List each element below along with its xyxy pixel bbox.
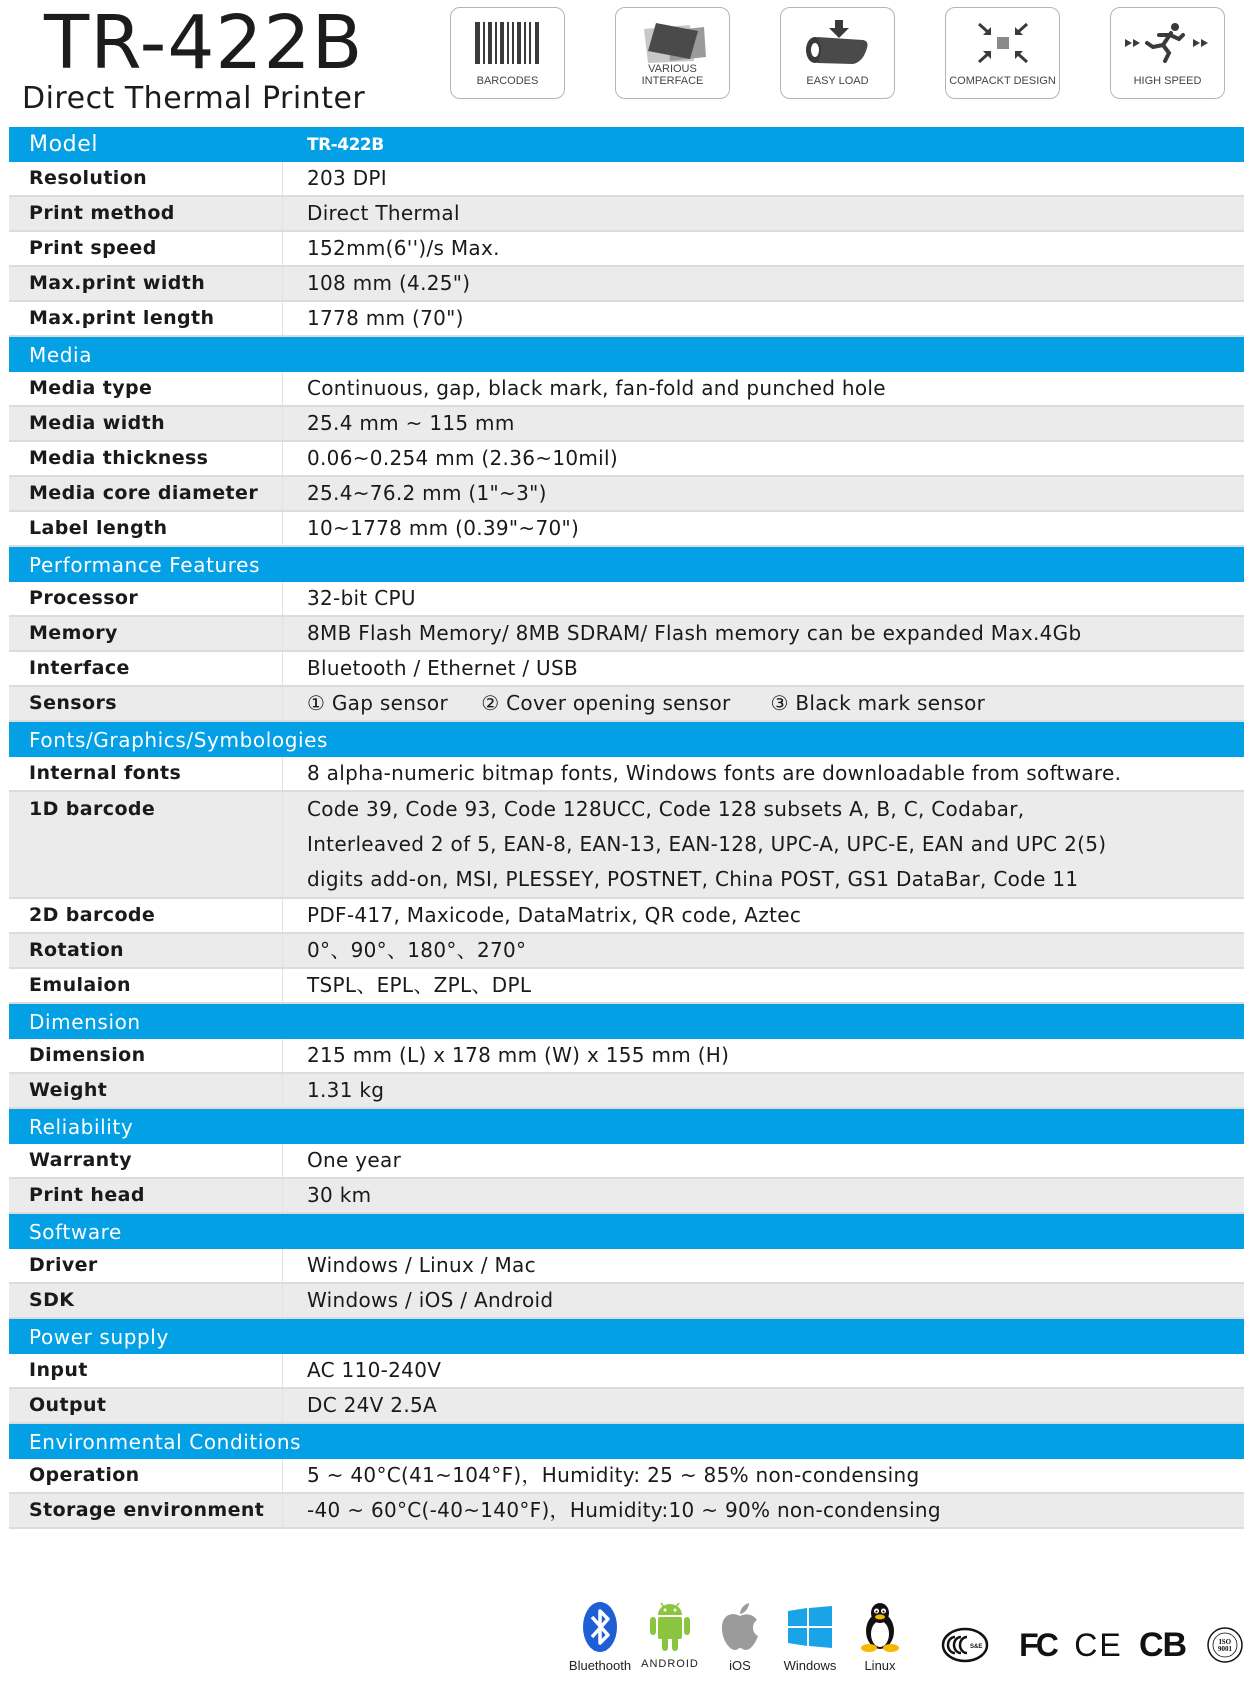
spec-key: Emulaion	[9, 969, 283, 1002]
section-header: Environmental Conditions	[9, 1424, 1244, 1459]
spec-key: Media core diameter	[9, 477, 283, 510]
spec-row	[9, 1389, 1244, 1424]
spec-row	[9, 477, 1244, 512]
apple-icon	[705, 1598, 775, 1656]
svg-text:ISO: ISO	[1218, 1638, 1232, 1646]
spec-key: SDK	[9, 1284, 283, 1317]
section-header: Fonts/Graphics/Symbologies	[9, 722, 1244, 757]
spec-value: One year	[307, 1148, 402, 1172]
spec-value: Bluetooth / Ethernet / USB	[307, 656, 579, 680]
section-header: Dimension	[9, 1004, 1244, 1039]
feature-label: EASY LOAD	[806, 75, 869, 87]
title-block	[22, 0, 402, 116]
iso9001-cert-icon	[1205, 1620, 1245, 1670]
spec-key: Print speed	[9, 232, 283, 265]
spec-row	[9, 512, 1244, 547]
spec-value: 1.31 kg	[307, 1078, 385, 1102]
os-logo-windows	[775, 1598, 845, 1673]
spec-row	[9, 197, 1244, 232]
section-header: Power supply	[9, 1319, 1244, 1354]
spec-value: 152mm(6'')/s Max.	[307, 236, 500, 260]
spec-key: Print head	[9, 1179, 283, 1212]
spec-value: 8MB Flash Memory/ 8MB SDRAM/ Flash memory can be expanded Max.4Gb	[307, 621, 1082, 645]
spec-value: DC 24V 2.5A	[307, 1393, 437, 1417]
spec-value: Continuous, gap, black mark, fan-fold and punched hole	[307, 376, 886, 400]
feature-high-speed	[1110, 7, 1225, 99]
spec-value: 203 DPI	[307, 166, 387, 190]
spec-value: 108 mm (4.25")	[307, 271, 471, 295]
os-logo-ios	[705, 1598, 775, 1673]
spec-row	[9, 1354, 1244, 1389]
spec-key: Warranty	[9, 1144, 283, 1177]
spec-row	[9, 1459, 1244, 1494]
spec-row	[9, 899, 1244, 934]
product-subtitle: Direct Thermal Printer	[22, 81, 366, 116]
running-man-icon	[1111, 18, 1224, 68]
model-header	[9, 127, 1244, 162]
spec-value: 30 km	[307, 1183, 372, 1207]
linux-tux-icon	[845, 1598, 915, 1656]
os-logo-bluetooth	[565, 1598, 635, 1673]
spec-row	[9, 1494, 1244, 1529]
os-label: iOS	[729, 1658, 751, 1673]
spec-key: Storage environment	[9, 1494, 283, 1527]
svg-text:9001: 9001	[1218, 1645, 1232, 1653]
spec-key: Driver	[9, 1249, 283, 1282]
spec-key: Interface	[9, 652, 283, 685]
spec-key: Memory	[9, 617, 283, 650]
bluetooth-icon	[565, 1598, 635, 1656]
os-label: Bluethooth	[568, 1658, 632, 1673]
spec-key: Internal fonts	[9, 757, 283, 790]
feature-label: HIGH SPEED	[1133, 75, 1202, 87]
spec-row	[9, 162, 1244, 197]
section-header: Software	[9, 1214, 1244, 1249]
spec-key: Output	[9, 1389, 283, 1422]
spec-key: Media thickness	[9, 442, 283, 475]
cb-cert-icon: CB	[1138, 1625, 1187, 1664]
spec-value: AC 110-240V	[307, 1358, 442, 1382]
spec-value: 25.4 mm ~ 115 mm	[307, 411, 515, 435]
ccc-cert-icon	[940, 1620, 990, 1670]
spec-key: 2D barcode	[9, 899, 283, 932]
spec-value: 25.4~76.2 mm (1"~3")	[307, 481, 547, 505]
spec-row	[9, 934, 1244, 969]
spec-row	[9, 792, 1244, 899]
feature-compact-design	[945, 7, 1060, 99]
spec-key: Label length	[9, 512, 283, 545]
spec-value: 5 ~ 40°C(41~104°F)，Humidity: 25 ~ 85% non-condensing	[307, 1463, 920, 1487]
spec-row	[9, 1249, 1244, 1284]
spec-value: ① Gap sensor ② Cover opening sensor ③ Black mark sensor	[307, 691, 986, 715]
spec-key: Rotation	[9, 934, 283, 967]
spec-row	[9, 1284, 1244, 1319]
spec-row	[9, 1144, 1244, 1179]
spec-row	[9, 582, 1244, 617]
spec-key: Media type	[9, 372, 283, 405]
interface-cards-icon	[616, 18, 729, 68]
feature-icons	[450, 7, 1253, 100]
spec-row	[9, 1039, 1244, 1074]
spec-key: Sensors	[9, 687, 283, 720]
paper-roll-load-icon	[781, 18, 894, 68]
spec-key: Print method	[9, 197, 283, 230]
ce-cert-icon: CE	[1074, 1626, 1123, 1663]
fcc-cert-icon: FC	[1019, 1626, 1056, 1663]
spec-table	[9, 127, 1244, 1529]
spec-row	[9, 652, 1244, 687]
feature-label: BARCODES	[476, 75, 539, 87]
spec-value: -40 ~ 60°C(-40~140°F)，Humidity:10 ~ 90% non-condensing	[307, 1498, 941, 1522]
section-header: Performance Features	[9, 547, 1244, 582]
os-label: ANDROID	[641, 1658, 699, 1670]
spec-key: Processor	[9, 582, 283, 615]
spec-key: Max.print width	[9, 267, 283, 300]
spec-value: 0.06~0.254 mm (2.36~10mil)	[307, 446, 618, 470]
spec-value: 215 mm (L) x 178 mm (W) x 155 mm (H)	[307, 1043, 730, 1067]
android-icon	[635, 1598, 705, 1656]
spec-value: 32-bit CPU	[307, 586, 416, 610]
spec-key: Dimension	[9, 1039, 283, 1072]
barcode-icon	[451, 18, 564, 68]
section-header: Media	[9, 337, 1244, 372]
spec-value: Windows / iOS / Android	[307, 1288, 554, 1312]
spec-value: Windows / Linux / Mac	[307, 1253, 536, 1277]
spec-value: PDF-417, Maxicode, DataMatrix, QR code, Aztec	[307, 903, 802, 927]
feature-label: VARIOUS INTERFACE	[641, 63, 704, 87]
spec-value-line: Code 39, Code 93, Code 128UCC, Code 128 subsets A, B, C, Codabar,	[307, 797, 1025, 821]
spec-value-line: Interleaved 2 of 5, EAN-8, EAN-13, EAN-128, UPC-A, UPC-E, EAN and UPC 2(5)	[307, 832, 1107, 856]
spec-key: Max.print length	[9, 302, 283, 335]
os-logo-linux	[845, 1598, 915, 1673]
spec-key: Resolution	[9, 162, 283, 195]
os-label: Linux	[864, 1658, 896, 1673]
os-logo-android	[635, 1598, 705, 1670]
spec-value	[283, 792, 1244, 897]
spec-key: Weight	[9, 1074, 283, 1107]
spec-key: Media width	[9, 407, 283, 440]
spec-row	[9, 757, 1244, 792]
feature-label: COMPACKT DESIGN	[949, 75, 1056, 87]
spec-value: 1778 mm (70")	[307, 306, 464, 330]
spec-value: TSPL、EPL、ZPL、DPL	[307, 973, 532, 997]
product-model-title: TR-422B	[44, 0, 364, 86]
certification-logos	[940, 1620, 1250, 1670]
model-label: Model	[29, 132, 99, 157]
spec-value-line: digits add-on, MSI, PLESSEY, POSTNET, China POST, GS1 DataBar, Code 11	[307, 867, 1079, 891]
windows-icon	[775, 1598, 845, 1656]
spec-row	[9, 407, 1244, 442]
model-value: TR-422B	[307, 134, 384, 155]
spec-row	[9, 617, 1244, 652]
spec-row	[9, 1179, 1244, 1214]
feature-easy-load	[780, 7, 895, 99]
spec-key: Operation	[9, 1459, 283, 1492]
spec-row	[9, 302, 1244, 337]
spec-row	[9, 969, 1244, 1004]
compact-arrows-icon	[946, 18, 1059, 68]
feature-barcodes	[450, 7, 565, 99]
svg-text:S&E: S&E	[970, 1644, 983, 1650]
spec-row	[9, 442, 1244, 477]
os-label: Windows	[783, 1658, 837, 1673]
spec-row	[9, 1074, 1244, 1109]
spec-row	[9, 232, 1244, 267]
spec-row	[9, 372, 1244, 407]
section-header: Reliability	[9, 1109, 1244, 1144]
feature-interface	[615, 7, 730, 99]
spec-value: 10~1778 mm (0.39"~70")	[307, 516, 580, 540]
spec-row	[9, 687, 1244, 722]
spec-value: 0°、90°、180°、270°	[307, 938, 527, 962]
spec-value: 8 alpha-numeric bitmap fonts, Windows fonts are downloadable from software.	[307, 761, 1122, 785]
spec-key: 1D barcode	[9, 792, 283, 897]
spec-row	[9, 267, 1244, 302]
spec-key: Input	[9, 1354, 283, 1387]
spec-value: Direct Thermal	[307, 201, 460, 225]
